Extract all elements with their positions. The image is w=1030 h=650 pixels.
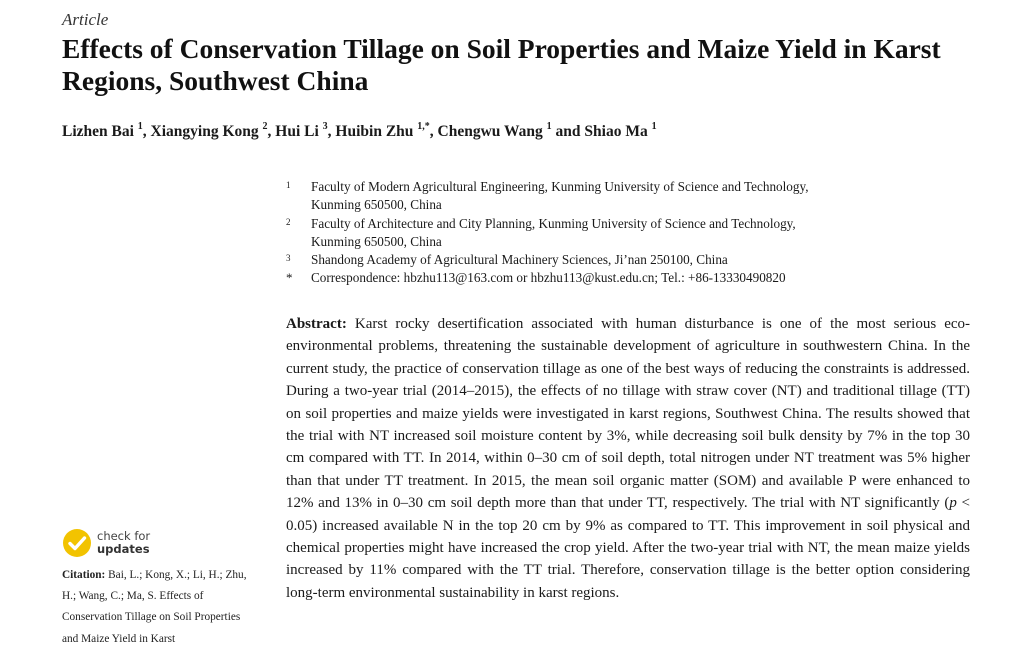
check-for-updates-line2: updates bbox=[97, 542, 150, 556]
author-name[interactable]: Huibin Zhu bbox=[335, 123, 414, 141]
affiliations-list bbox=[286, 178, 966, 288]
author-name[interactable]: Shiao Ma bbox=[584, 123, 648, 141]
affiliation-text: Kunming 650500, China bbox=[311, 233, 442, 249]
affiliation-item bbox=[286, 178, 966, 215]
author-name[interactable]: Lizhen Bai bbox=[62, 123, 134, 141]
citation-block bbox=[62, 565, 257, 650]
author-affiliation-mark: 1 bbox=[137, 121, 143, 132]
citation-text: Bai, L.; Kong, X.; Li, H.; Zhu, H.; Wang, C.; Ma, S. Effects of Conservation Tillage on Soil Properties and Maize Yield in Karst bbox=[62, 569, 247, 645]
correspondence-item bbox=[286, 269, 966, 287]
check-for-updates-icon bbox=[62, 528, 92, 558]
affiliation-text: Faculty of Modern Agricultural Engineering, Kunming University of Science and Technology, bbox=[311, 179, 809, 194]
affiliation-item bbox=[286, 215, 966, 252]
author-affiliation-mark: 1 bbox=[651, 121, 657, 132]
affiliation-number: 3 bbox=[286, 253, 291, 264]
citation-label: Citation: bbox=[62, 569, 106, 581]
author-affiliation-mark: 2 bbox=[262, 121, 268, 132]
affiliation-text: Faculty of Architecture and City Planning, Kunming University of Science and Technology, bbox=[311, 215, 796, 231]
abstract-text: < 0.05) increased available N in the top 20 cm by 9% as compared to TT. This improvement in soil physical and chemical properties might have increased the crop yield. After the two-year trial with NT, the mean maize yields increased by 11% compared with the TT trial. Therefore, conservation tillage is the better option considering long-term environmental sustainability in karst regions. bbox=[286, 495, 970, 601]
author-affiliation-mark: 3 bbox=[322, 121, 328, 132]
abstract bbox=[286, 313, 970, 604]
affiliation-text: Kunming 650500, China bbox=[311, 197, 442, 213]
article-type-label: Article bbox=[62, 10, 109, 29]
author-list bbox=[62, 122, 992, 141]
author-affiliation-mark: 1 bbox=[546, 121, 552, 132]
author-affiliation-mark: 1,* bbox=[417, 121, 430, 132]
correspondence-asterisk: * bbox=[286, 270, 293, 286]
author-name[interactable]: Hui Li bbox=[275, 123, 319, 141]
author-name[interactable]: Xiangying Kong bbox=[150, 123, 259, 141]
check-for-updates-line1: check for bbox=[97, 529, 151, 543]
check-for-updates-button[interactable] bbox=[62, 526, 182, 560]
abstract-p-symbol: p bbox=[949, 495, 957, 512]
abstract-text: Karst rocky desertification associated with human disturbance is one of the most serious eco-environmental problems, threatening the sustainable development of agriculture in southwestern China. In the current study, the practice of conservation tillage as one of the best ways of reducing the constraints is addressed. During a two-year trial (2014–2015), the effects of no tillage with straw cover (NT) and traditional tillage (TT) on soil properties and maize yields were investigated in karst regions, Southwest China. The results showed that the trial with NT increased soil moisture content by 3%, while decreasing soil bulk density by 7% in the top 30 cm compared with TT. In 2014, within 0–30 cm of soil depth, total nitrogen under NT treatment was 5% higher than that under TT treatment. In 2015, the mean soil organic matter (SOM) and available P were enhanced to 12% and 13% in 0–30 cm soil depth more than that under TT, respectively. The trial with NT significantly ( bbox=[286, 316, 970, 512]
affiliation-item bbox=[286, 251, 966, 269]
check-for-updates-label bbox=[97, 530, 150, 556]
author-conjunction: and bbox=[555, 123, 581, 141]
abstract-label: Abstract: bbox=[286, 316, 347, 332]
affiliation-number: 1 bbox=[286, 180, 291, 190]
paper-title: Effects of Conservation Tillage on Soil Properties and Maize Yield in Karst Regions, Southwest China bbox=[62, 33, 941, 96]
author-separator: , bbox=[142, 123, 151, 141]
author-separator: , bbox=[327, 123, 336, 141]
affiliation-text: Shandong Academy of Agricultural Machinery Sciences, Ji’nan 250100, China bbox=[311, 252, 728, 268]
author-separator: , bbox=[429, 123, 438, 141]
affiliation-number: 2 bbox=[286, 216, 291, 227]
author-name[interactable]: Chengwu Wang bbox=[437, 123, 543, 141]
correspondence-text[interactable]: Correspondence: hbzhu113@163.com or hbzhu113@kust.edu.cn; Tel.: +86-13330490820 bbox=[311, 270, 786, 286]
author-separator: , bbox=[267, 123, 276, 141]
